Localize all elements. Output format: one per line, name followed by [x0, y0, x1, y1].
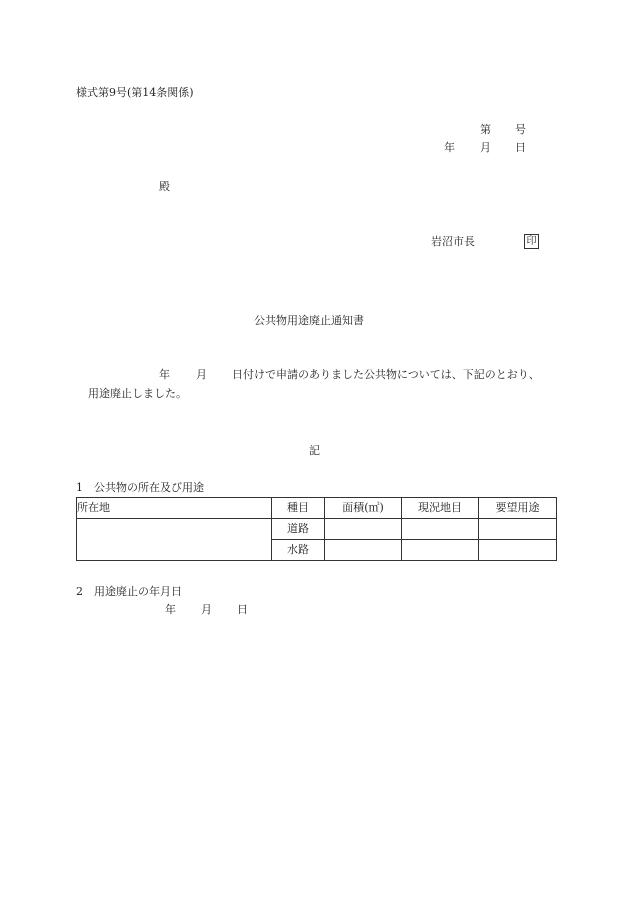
date-year: 年: [444, 141, 455, 154]
area-cell: [325, 519, 402, 540]
requested-use-cell: [479, 540, 557, 561]
header-requested-use: 要望用途: [479, 498, 557, 519]
current-category-cell: [402, 540, 479, 561]
section2-month: 月: [201, 603, 212, 616]
date-day: 日: [515, 141, 526, 154]
addressee-honorific: 殿: [159, 180, 170, 193]
table-header-row: [77, 498, 557, 519]
requested-use-cell: [479, 519, 557, 540]
header-location: 所在地: [77, 498, 272, 519]
area-cell: [325, 540, 402, 561]
form-label: 様式第9号(第14条関係): [76, 86, 194, 99]
section2-year: 年: [165, 603, 176, 616]
header-kind: 種目: [272, 498, 325, 519]
body-month: 月: [196, 368, 207, 381]
date-month: 月: [480, 141, 491, 154]
header-area: 面積(㎡): [325, 498, 402, 519]
section2-heading: 2 用途廃止の年月日: [76, 585, 182, 598]
section2-day: 日: [237, 603, 248, 616]
doc-number-dai: 第: [480, 123, 491, 136]
location-use-table: [76, 497, 557, 561]
kind-cell: 水路: [272, 540, 325, 561]
location-cell: [77, 519, 272, 561]
kind-cell: 道路: [272, 519, 325, 540]
body-line1: 日付けで申請のありました公共物については、下記のとおり、: [232, 368, 540, 381]
sender-name: 岩沼市長: [431, 235, 475, 248]
table-row: [77, 519, 557, 540]
section1-heading: 1 公共物の所在及び用途: [76, 481, 204, 494]
ki-heading: 記: [309, 444, 320, 457]
header-current-category: 現況地目: [402, 498, 479, 519]
body-line2: 用途廃止しました。: [88, 387, 187, 400]
doc-number-go: 号: [515, 123, 526, 136]
document-title: 公共物用途廃止通知書: [254, 314, 364, 327]
seal-mark: 印: [524, 234, 539, 249]
body-year: 年: [159, 368, 170, 381]
current-category-cell: [402, 519, 479, 540]
